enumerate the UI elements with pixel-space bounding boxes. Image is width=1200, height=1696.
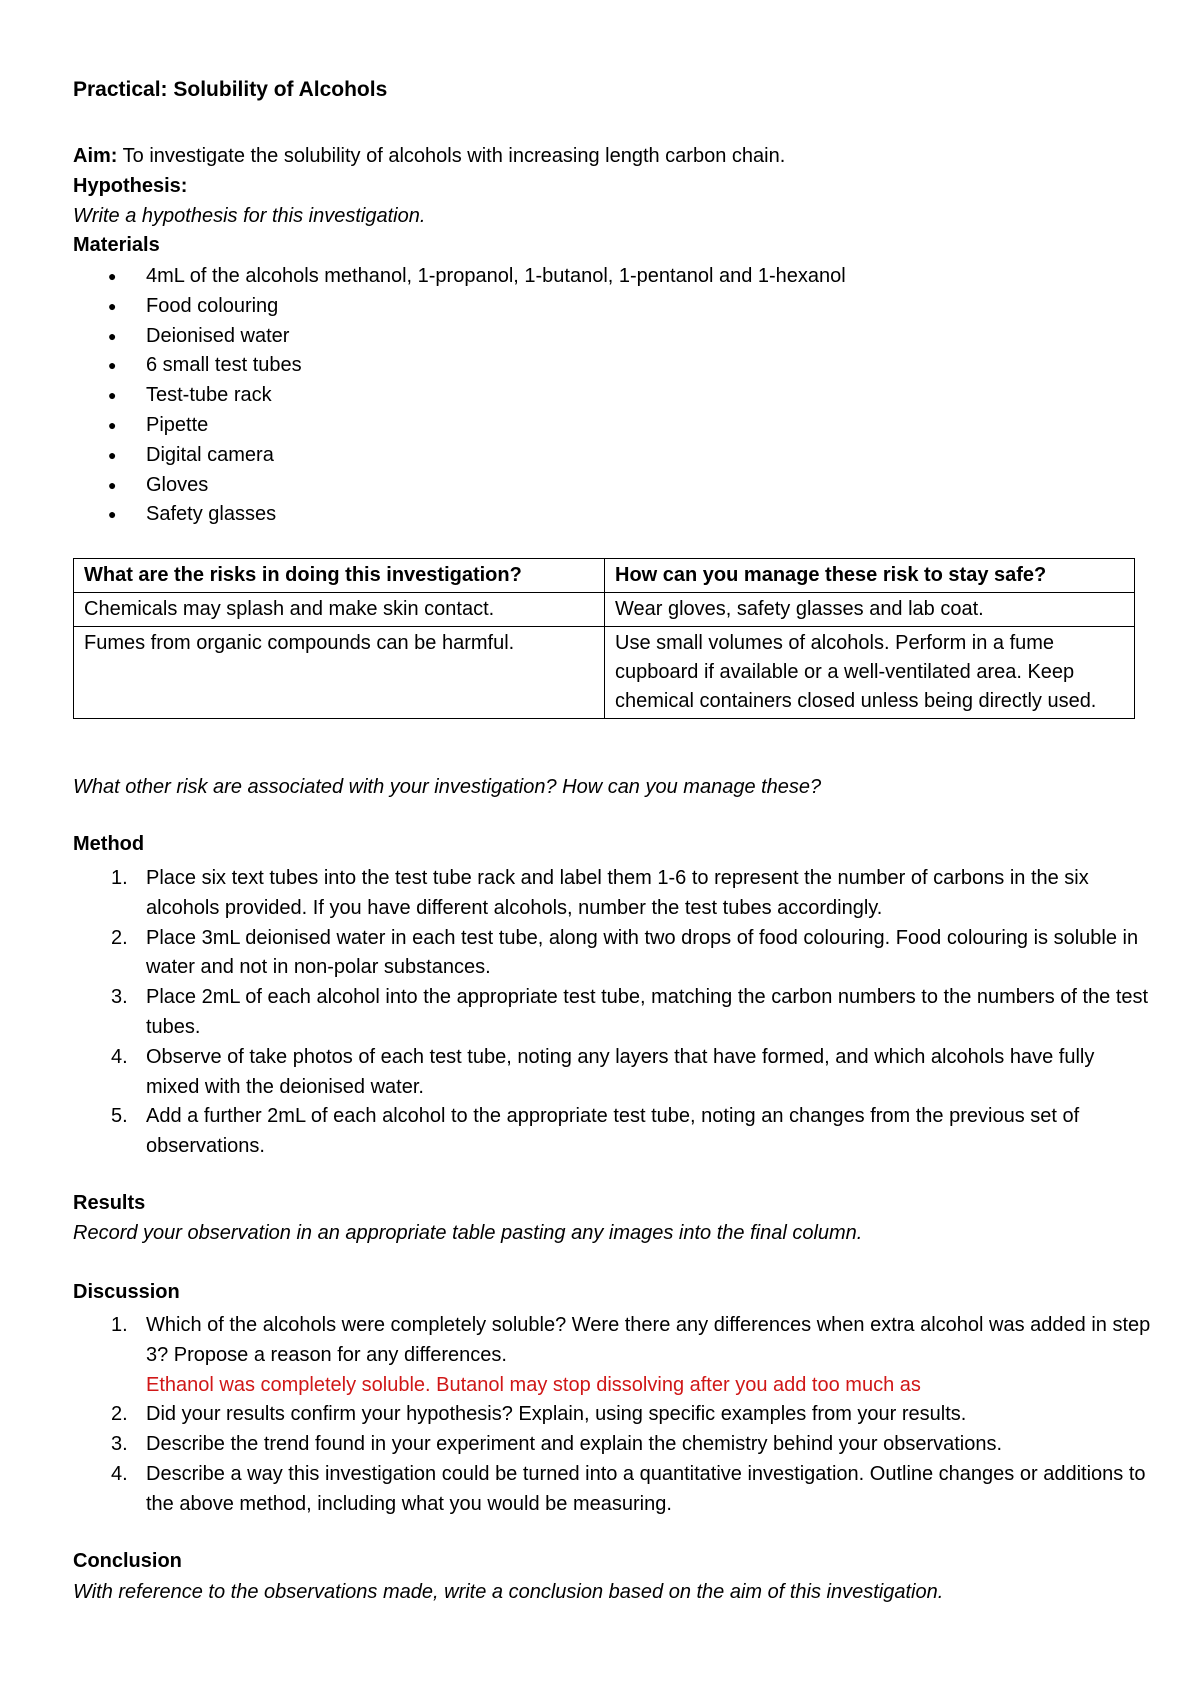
table-row: [74, 593, 1135, 627]
risk-table: [73, 558, 1135, 719]
step-text: Add a further 2mL of each alcohol to the appropriate test tube, noting an changes from the previous set of observations.: [146, 1105, 1080, 1158]
discussion-list: [73, 1311, 1153, 1520]
method-heading: Method: [73, 833, 145, 855]
risk-table-header-row: [74, 559, 1135, 593]
step-number: 2.: [111, 926, 128, 949]
question-number: 2.: [111, 1403, 128, 1426]
management-header: How can you manage these risk to stay safe?: [605, 559, 1135, 593]
aim-text: To investigate the solubility of alcohols with increasing length carbon chain.: [117, 145, 786, 167]
list-item: [73, 1102, 1153, 1162]
list-item: [73, 1311, 1153, 1400]
materials-list: [73, 262, 846, 530]
list-item: [73, 864, 1153, 924]
step-number: 5.: [111, 1105, 128, 1128]
materials-item: ● 4mL of the alcohols methanol, 1-propanol, 1-butanol, 1-pentanol and 1-hexanol: [73, 262, 846, 292]
aim-label: Aim:: [73, 145, 118, 167]
question-text: Which of the alcohols were completely soluble? Were there any differences when extra alcohol was added in step 3? Propose a reason for any differences.: [146, 1314, 1151, 1366]
step-number: 1.: [111, 867, 128, 889]
question-number: 3.: [111, 1433, 128, 1456]
step-text: Observe of take photos of each test tube, noting any layers that have formed, and which alcohols have fully mixed with the deionised water.: [146, 1045, 1095, 1098]
other-risk-prompt: What other risk are associated with your investigation? How can you manage these?: [73, 776, 822, 798]
list-item: [73, 1460, 1153, 1520]
hypothesis-heading: Hypothesis:: [73, 175, 188, 197]
table-row: [74, 627, 1135, 719]
materials-item: ● 6 small test tubes: [73, 351, 846, 381]
discussion-heading: Discussion: [73, 1281, 180, 1303]
risk-cell: Chemicals may splash and make skin contact.: [74, 593, 605, 627]
step-number: 4.: [111, 1045, 128, 1068]
materials-item: ● Gloves: [73, 471, 846, 501]
step-text: Place six text tubes into the test tube rack and label them 1-6 to represent the number of carbons in the six alcohols provided. If you have different alcohols, number the test tubes accordingly.: [146, 867, 1089, 919]
results-heading: Results: [73, 1192, 146, 1214]
step-text: Place 3mL deionised water in each test tube, along with two drops of food colouring. Food colouring is soluble in water and not in non-polar substances.: [146, 926, 1139, 979]
step-text: Place 2mL of each alcohol into the appropriate test tube, matching the carbon numbers to the numbers of the test tubes.: [146, 986, 1149, 1038]
materials-item: ● Digital camera: [73, 441, 846, 471]
results-instruction: Record your observation in an appropriate table pasting any images into the final column.: [73, 1222, 863, 1244]
management-cell: Use small volumes of alcohols. Perform in a fume cupboard if available or a well-ventilated area. Keep chemical containers closed unless being directly used.: [605, 627, 1135, 719]
list-item: [73, 1043, 1153, 1103]
list-item: [73, 924, 1153, 984]
materials-item: ● Deionised water: [73, 322, 846, 352]
list-item: [73, 1430, 1153, 1460]
materials-heading: Materials: [73, 234, 160, 256]
page-title: Practical: Solubility of Alcohols: [73, 78, 388, 101]
question-text: Did your results confirm your hypothesis? Explain, using specific examples from your results.: [146, 1403, 967, 1426]
list-item: [73, 983, 1153, 1043]
management-cell: Wear gloves, safety glasses and lab coat.: [605, 593, 1135, 627]
materials-item: ● Test-tube rack: [73, 381, 846, 411]
materials-item: ● Pipette: [73, 411, 846, 441]
method-list: [73, 864, 1153, 1162]
aim-paragraph: [73, 145, 785, 168]
student-answer: Ethanol was completely soluble. Butanol may stop dissolving after you add too much as: [146, 1373, 921, 1396]
question-number: 4.: [111, 1462, 128, 1485]
step-number: 3.: [111, 986, 128, 1009]
hypothesis-instruction: Write a hypothesis for this investigation.: [73, 205, 426, 227]
risk-cell: Fumes from organic compounds can be harmful.: [74, 627, 605, 719]
risk-header: What are the risks in doing this investigation?: [74, 559, 605, 593]
conclusion-heading: Conclusion: [73, 1550, 182, 1572]
materials-item: ● Food colouring: [73, 292, 846, 322]
conclusion-instruction: With reference to the observations made, write a conclusion based on the aim of this investigation.: [73, 1581, 944, 1603]
materials-item: ● Safety glasses: [73, 500, 846, 530]
question-number: 1.: [111, 1314, 128, 1336]
question-text: Describe the trend found in your experiment and explain the chemistry behind your observations.: [146, 1433, 1003, 1456]
question-text: Describe a way this investigation could be turned into a quantitative investigation. Outline changes or additions to the above method, including what you would be measuring.: [146, 1462, 1146, 1515]
list-item: [73, 1400, 1153, 1430]
